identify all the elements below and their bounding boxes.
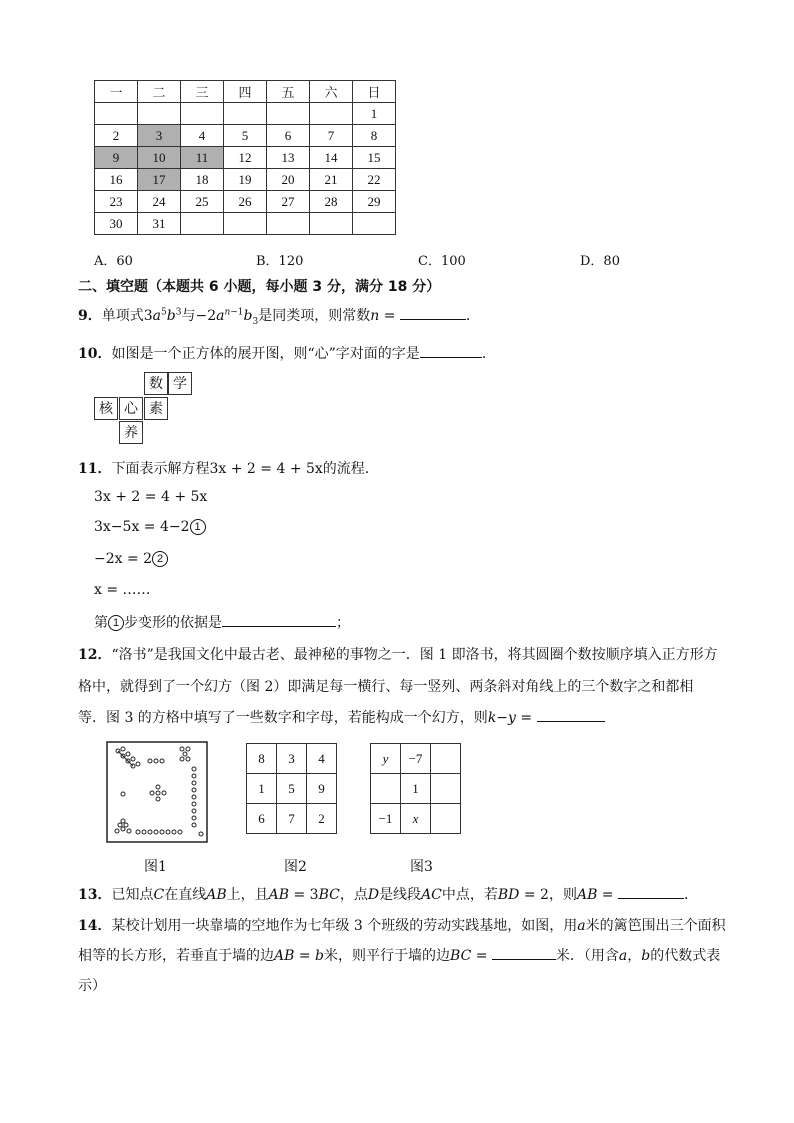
cube-face: 心 — [119, 397, 143, 420]
question-14-line-2: 相等的长方形，若垂直于墙的边AB = b米，则平行于墙的边BC = 米．（用含a，b的代数式表 — [78, 945, 720, 965]
question-text: “洛书”是我国文化中最古老、最神秘的事物之一．图 1 即洛书，将其圆圈个数按顺序填入正方形方 — [111, 647, 718, 663]
calendar-cell — [267, 213, 310, 235]
grid-cell — [371, 774, 401, 804]
calendar-cell: 29 — [353, 191, 396, 213]
calendar-cell: 6 — [267, 125, 310, 147]
calendar-cell: 13 — [267, 147, 310, 169]
answer-blank[interactable] — [222, 612, 336, 627]
calendar-cell: 21 — [310, 169, 353, 191]
grid-cell: 8 — [247, 744, 277, 774]
magic-square-fig2 — [246, 743, 337, 834]
question-number: 13． — [78, 887, 112, 903]
answer-blank[interactable] — [420, 343, 482, 358]
question-text: 中点，若 — [441, 887, 498, 903]
question-text: 的代数式表 — [650, 948, 721, 964]
calendar-header: 六 — [310, 81, 353, 103]
calendar-cell — [224, 103, 267, 125]
grid-cell: 1 — [401, 774, 431, 804]
calendar-cell: 22 — [353, 169, 396, 191]
question-number: 10． — [78, 346, 112, 362]
question-text: ，点 — [339, 887, 368, 903]
question-text: 单项式 — [101, 308, 144, 324]
calendar-cell: 28 — [310, 191, 353, 213]
grid-cell: −7 — [401, 744, 431, 774]
calendar-cell: 16 — [95, 169, 138, 191]
question-text: 是同类项，则常数 — [258, 308, 371, 324]
question-13: 13．已知点C在直线AB上，且AB = 3BC，点D是线段AC中点，若BD = 2，则AB = ． — [78, 884, 698, 904]
question-14-line-1: 14．某校计划用一块靠墙的空地作为七年级 3 个班级的劳动实践基地，如图，用a米的篱笆围出三个面积 — [78, 918, 726, 934]
grid-cell: 7 — [277, 804, 307, 834]
question-text: 上，且 — [226, 887, 269, 903]
question-12-line-3: 等．图 3 的方格中填写了一些数字和字母，若能构成一个幻方，则k−y = — [78, 707, 605, 727]
calendar-header: 日 — [353, 81, 396, 103]
calendar-row — [95, 191, 396, 213]
grid-cell: −1 — [371, 804, 401, 834]
figure-caption: 图2 — [284, 859, 307, 875]
calendar-cell-shaded: 9 — [95, 147, 138, 169]
calendar-cell: 8 — [353, 125, 396, 147]
calendar-cell — [310, 213, 353, 235]
equation: 3x + 2 = 4 + 5x — [209, 461, 323, 477]
grid-cell: 9 — [307, 774, 337, 804]
grid-cell: 3 — [277, 744, 307, 774]
grid-cell — [431, 804, 461, 834]
calendar-cell-shaded: 11 — [181, 147, 224, 169]
section-title: 二、填空题（本题共 6 小题，每小题 3 分，满分 18 分） — [78, 279, 441, 295]
calendar-cell — [95, 103, 138, 125]
grid-cell: 5 — [277, 774, 307, 804]
question-text: 与 — [181, 308, 196, 324]
calendar-cell: 24 — [138, 191, 181, 213]
question-10 — [78, 343, 496, 363]
question-text: 已知点 — [111, 887, 154, 903]
calendar-cell-shaded: 17 — [138, 169, 181, 191]
calendar-cell: 15 — [353, 147, 396, 169]
grid-cell: 2 — [307, 804, 337, 834]
question-text: 下面表示解方程 — [111, 461, 210, 477]
grid-cell — [431, 774, 461, 804]
magic-square-fig3 — [370, 743, 461, 834]
calendar-header: 五 — [267, 81, 310, 103]
cube-face: 核 — [94, 397, 118, 420]
calendar-table — [94, 80, 396, 235]
question-text: 米．（用含 — [555, 948, 619, 964]
question-text: 某校计划用一块靠墙的空地作为七年级 3 个班级的劳动实践基地，如图，用 — [111, 918, 578, 934]
calendar-cell — [138, 103, 181, 125]
calendar-cell: 18 — [181, 169, 224, 191]
calendar-row — [95, 147, 396, 169]
calendar-cell — [181, 213, 224, 235]
question-12-line-2: 格中，就得到了一个幻方（图 2）即满足每一横行、每一竖列、两条斜对角线上的三个数字之和都相 — [78, 679, 694, 695]
calendar-cell — [181, 103, 224, 125]
question-text: 第 — [94, 615, 108, 631]
calendar-cell: 30 — [95, 213, 138, 235]
calendar-cell: 25 — [181, 191, 224, 213]
solve-step-text: −2x = 2 — [94, 551, 153, 567]
figure-caption: 图1 — [144, 859, 167, 875]
question-text: 在直线 — [164, 887, 207, 903]
calendar-cell: 31 — [138, 213, 181, 235]
solve-step: x = …… — [94, 582, 151, 598]
option-a: A．60 — [94, 254, 133, 269]
calendar-cell: 2 — [95, 125, 138, 147]
calendar-cell: 7 — [310, 125, 353, 147]
step-basis-question — [94, 612, 350, 632]
answer-blank[interactable] — [618, 884, 684, 899]
figure-caption: 图3 — [410, 859, 433, 875]
question-9: 9．单项式$3a^5b^3$与$-2a^{n-1}b_3$是同类项，则常数n = ． — [78, 305, 480, 327]
question-text: ； — [336, 615, 350, 631]
cube-face: 素 — [144, 397, 168, 420]
calendar-cell — [224, 213, 267, 235]
question-text: 是线段 — [379, 887, 422, 903]
question-text: ． — [465, 308, 480, 324]
calendar-cell: 1 — [353, 103, 396, 125]
question-text: ， — [627, 948, 642, 964]
calendar-header: 二 — [138, 81, 181, 103]
grid-cell: 1 — [247, 774, 277, 804]
solve-step-1 — [94, 519, 206, 535]
question-text: ． — [684, 887, 698, 903]
question-text: 等．图 3 的方格中填写了一些数字和字母，若能构成一个幻方，则 — [78, 710, 488, 726]
question-text: 的流程． — [322, 461, 379, 477]
answer-blank[interactable] — [537, 707, 605, 722]
calendar-header: 三 — [181, 81, 224, 103]
calendar-cell: 27 — [267, 191, 310, 213]
calendar-header-row — [95, 81, 396, 103]
cube-face: 学 — [168, 372, 192, 395]
calendar-row — [95, 169, 396, 191]
calendar-row — [95, 103, 396, 125]
grid-cell: x — [401, 804, 431, 834]
question-14-line-3: 示） — [78, 978, 106, 994]
cube-face: 养 — [119, 421, 143, 444]
calendar-header: 一 — [95, 81, 138, 103]
calendar-row — [95, 213, 396, 235]
option-c: C．100 — [418, 254, 466, 269]
answer-blank[interactable] — [400, 305, 466, 320]
question-text: 步变形的依据是 — [124, 615, 222, 631]
step-marker: 2 — [152, 551, 168, 567]
step-marker: 1 — [108, 615, 124, 631]
calendar-cell: 14 — [310, 147, 353, 169]
calendar-cell — [353, 213, 396, 235]
calendar-row — [95, 125, 396, 147]
option-d: D．80 — [580, 254, 620, 269]
option-b: B．120 — [256, 254, 304, 269]
grid-cell: 4 — [307, 744, 337, 774]
question-text: 米，则平行于墙的边 — [324, 948, 451, 964]
calendar-cell — [310, 103, 353, 125]
question-number: 12． — [78, 647, 112, 663]
question-12-line-1 — [78, 644, 718, 664]
calendar-cell: 20 — [267, 169, 310, 191]
grid-cell: y — [371, 744, 401, 774]
calendar-cell — [267, 103, 310, 125]
cube-face: 数 — [144, 372, 168, 395]
solve-step-text: 3x−5x = 4−2 — [94, 519, 190, 535]
solve-step: 3x + 2 = 4 + 5x — [94, 489, 208, 505]
question-number: 14． — [78, 918, 112, 934]
grid-cell — [431, 744, 461, 774]
question-text: 相等的长方形，若垂直于墙的边 — [78, 948, 274, 964]
calendar-cell: 4 — [181, 125, 224, 147]
grid-cell: 6 — [247, 804, 277, 834]
calendar-cell: 5 — [224, 125, 267, 147]
calendar-cell-shaded: 10 — [138, 147, 181, 169]
luoshu-figure — [106, 741, 208, 843]
calendar-cell: 19 — [224, 169, 267, 191]
question-11 — [78, 458, 379, 478]
question-text: ． — [481, 346, 496, 362]
calendar-cell: 23 — [95, 191, 138, 213]
step-marker: 1 — [190, 519, 206, 535]
calendar-cell: 26 — [224, 191, 267, 213]
question-text: ，则 — [548, 887, 577, 903]
solve-step-2 — [94, 551, 168, 567]
question-text: 如图是一个正方体的展开图，则“心”字对面的字是 — [111, 346, 420, 362]
calendar-cell: 12 — [224, 147, 267, 169]
question-number: 11． — [78, 461, 112, 477]
answer-blank[interactable] — [492, 945, 556, 960]
calendar-cell-shaded: 3 — [138, 125, 181, 147]
question-number: 9． — [78, 308, 102, 324]
question-text: 米的篱笆围出三个面积 — [585, 918, 726, 934]
calendar-header: 四 — [224, 81, 267, 103]
